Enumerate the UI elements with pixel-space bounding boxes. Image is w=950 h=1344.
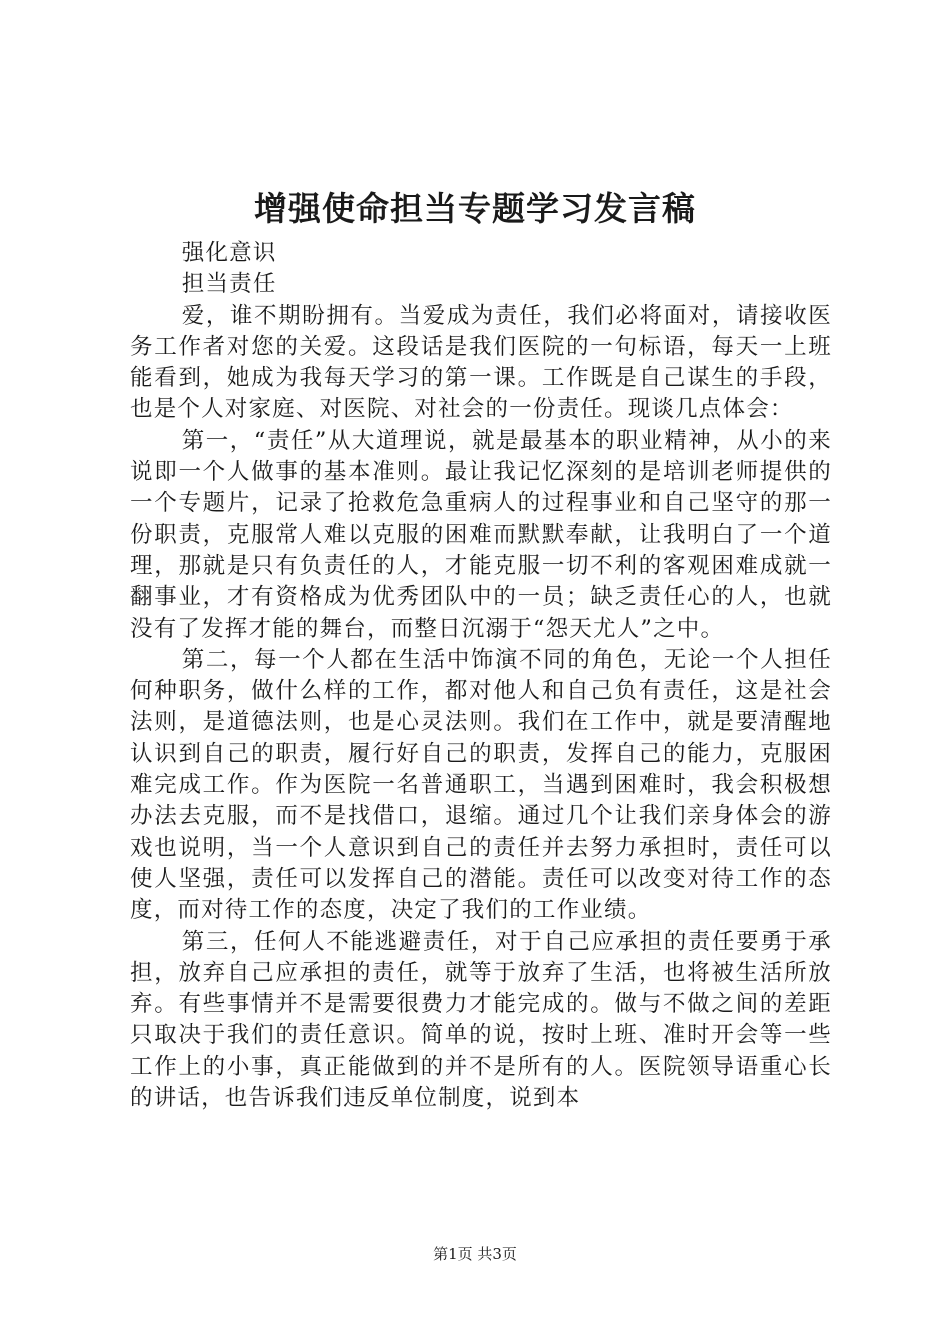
paragraph: 担当责任	[181, 271, 277, 298]
paragraph: 强化意识	[181, 240, 277, 266]
page-footer: 第1页 共3页	[433, 1245, 517, 1263]
paragraph: 第二，每一个人都在生活中饰演不同的角色，无论一个人担任何种职务，做什么样的工作，都对他人和自己负有责任，这是社会法则，是道德法则，也是心灵法则。我们在工作中，就是要清醒地认识到自己的职责，履行好自己的职责，发挥自己的能力，克服困难完成工作。作为医院一名普通职工，当遇到困难时，我会积极想办法去克服，而不是找借口，退缩。通过几个让我们亲身体会的游戏也说明，当一个人意识到自己的责任并去努力承担时，责任可以使人坚强，责任可以发挥自己的潜能。责任可以改变对待工作的态度，而对待工作的态度，决定了我们的工作业绩。	[130, 646, 832, 924]
paragraph: 爱，谁不期盼拥有。当爱成为责任，我们必将面对，请接收医务工作者对您的关爱。这段话是我们医院的一句标语，每天一上班能看到，她成为我每天学习的第一课。工作既是自己谋生的手段，也是个人对家庭、对医院、对社会的一份责任。现谈几点体会：	[130, 302, 832, 423]
paragraph: 第三，任何人不能逃避责任，对于自己应承担的责任要勇于承担，放弃自己应承担的责任，就等于放弃了生活，也将被生活所放弃。有些事情并不是需要很费力才能完成的。做与不做之间的差距只取决于我们的责任意识。简单的说，按时上班、准时开会等一些工作上的小事，真正能做到的并不是所有的人。医院领导语重心长的讲话，也告诉我们违反单位制度，说到本	[130, 928, 832, 1112]
document-title: 增强使命担当专题学习发言稿	[254, 189, 696, 228]
document-body	[130, 238, 832, 1114]
paragraph: 第一，“责任”从大道理说，就是最基本的职业精神，从小的来说即一个人做事的基本准则。最让我记忆深刻的是培训老师提供的一个专题片，记录了抢救危急重病人的过程事业和自己坚守的那一份职责，克服常人难以克服的困难而默默奉献，让我明白了一个道理，那就是只有负责任的人，才能克服一切不利的客观困难成就一翻事业，才有资格成为优秀团队中的一员；缺乏责任心的人，也就没有了发挥才能的舞台，而整日沉溺于“怨天尤人”之中。	[130, 427, 832, 642]
